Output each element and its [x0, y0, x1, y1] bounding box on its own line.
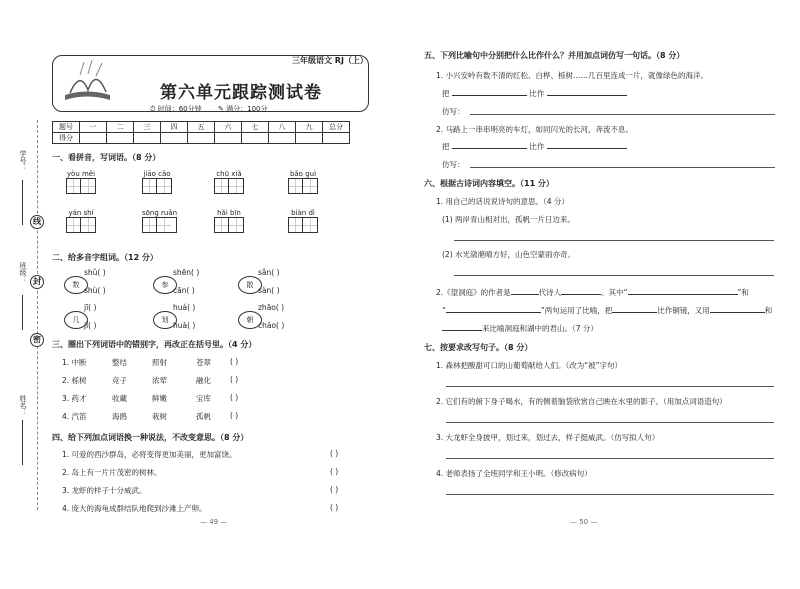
typo-word[interactable]: 收藏	[112, 394, 127, 403]
section-5-title: 五、下列比喻句中分别把什么比作什么？并用加点词仿写一句话。（8 分）	[424, 51, 685, 60]
right-page	[400, 0, 800, 589]
s5-q2-blank1[interactable]	[452, 148, 527, 149]
pinyin-text: chū xiǎ	[216, 170, 242, 178]
polyphone-reading-b[interactable]: cān( )	[173, 286, 195, 295]
pinyin-text: yán shí	[68, 209, 94, 217]
typo-answer[interactable]: ( )	[230, 393, 239, 402]
pinyin-word	[214, 209, 244, 233]
rewrite-answer-line[interactable]	[446, 458, 774, 459]
section-2-title: 二、给多音字组词。（12 分）	[52, 253, 158, 262]
s6-quote-open: “	[442, 306, 446, 315]
writing-grid[interactable]	[66, 217, 96, 233]
page-number: — 49 —	[200, 518, 228, 526]
score-icon: ✎	[218, 105, 224, 113]
rewrite-sentence: 4. 老师表扬了全班同学和王小明。（修改病句）	[436, 469, 592, 478]
rephrase-answer[interactable]: ( )	[330, 467, 339, 476]
s5-q2: 2. 马路上一串串明亮的车灯，如同闪光的长河，奔流不息。	[436, 125, 634, 134]
typo-word[interactable]: 鲜嫩	[152, 394, 167, 403]
section-6-title: 六、根据古诗词内容填空。（11 分）	[424, 179, 554, 188]
s6-q1b: (2) 水光潋滟晴方好，山色空蒙雨亦奇。	[442, 250, 576, 259]
pinyin-word	[66, 170, 96, 194]
rewrite-answer-line[interactable]	[446, 494, 774, 495]
polyphone-char: 划	[153, 311, 177, 329]
s5-q1-ba: 把 比作	[442, 88, 627, 99]
seal-seal: 封	[30, 275, 44, 289]
rewrite-sentence: 2. 它们有的俯下身子喝水，有的侧着脑袋欣赏自己映在水里的影子。（用加点词语造句）	[436, 397, 727, 406]
polyphone-reading-b[interactable]: huà( )	[173, 321, 196, 330]
s6-q1a: (1) 两岸青山相对出，孤帆一片日边来。	[442, 215, 576, 224]
score-row-label: 得分	[53, 133, 80, 144]
s6-blank-obj2[interactable]	[710, 312, 765, 313]
section-4-title: 四、给下列加点词语换一种说法，不改变意思。（8 分）	[52, 433, 249, 442]
polyphone-reading-b[interactable]: jǐ( )	[84, 321, 97, 330]
pinyin-word	[142, 170, 172, 194]
typo-word[interactable]: 孤帆	[196, 412, 211, 421]
score-header-cell: 三	[134, 122, 161, 133]
clock-icon: ⏱	[150, 105, 156, 113]
score-cell[interactable]	[323, 133, 350, 144]
page-number-right: — 50 —	[570, 518, 598, 526]
pinyin-word	[288, 170, 318, 194]
score-cell[interactable]	[296, 133, 323, 144]
section-7-title: 七、按要求改写句子。（8 分）	[424, 343, 533, 352]
typo-word[interactable]: 海鸥	[112, 412, 127, 421]
writing-grid[interactable]	[214, 178, 244, 194]
s6-blank-poet[interactable]	[561, 294, 601, 295]
rephrase-answer[interactable]: ( )	[330, 485, 339, 494]
s5-q2-ba: 把 比作	[442, 141, 627, 152]
polyphone-char: 散	[238, 276, 262, 294]
s6-blank-author[interactable]	[511, 294, 539, 295]
s5-q2-fangxie-line[interactable]	[470, 167, 775, 168]
s6-q2-line1: 2.《望洞庭》的作者是 代诗人 。其中“ ”和	[436, 288, 749, 297]
writing-grid[interactable]	[214, 217, 244, 233]
polyphone-reading-b[interactable]: cháo( )	[258, 321, 285, 330]
typo-word[interactable]: 2. 栎树	[62, 376, 87, 385]
typo-answer[interactable]: ( )	[230, 411, 239, 420]
polyphone-char: 数	[64, 276, 88, 294]
name-field[interactable]	[22, 420, 23, 465]
full-score-label: ✎ 满分：100分	[218, 105, 268, 113]
pinyin-word	[142, 209, 177, 233]
polyphone-reading-a[interactable]: shǔ( )	[84, 268, 106, 277]
typo-word[interactable]: 照射	[152, 358, 167, 367]
typo-answer[interactable]: ( )	[230, 375, 239, 384]
writing-grid[interactable]	[288, 178, 318, 194]
rephrase-answer[interactable]: ( )	[330, 503, 339, 512]
seal-line: 线	[30, 215, 44, 229]
writing-grid[interactable]	[288, 217, 318, 233]
writing-grid[interactable]	[142, 217, 177, 233]
s6-q1b-line[interactable]	[454, 275, 774, 276]
rewrite-answer-line[interactable]	[446, 422, 774, 423]
s6-q1a-line[interactable]	[454, 240, 774, 241]
typo-word[interactable]: 苍翠	[196, 358, 211, 367]
pinyin-word	[214, 170, 244, 194]
score-cell[interactable]	[161, 133, 188, 144]
score-header-cell: 四	[161, 122, 188, 133]
score-cell[interactable]	[188, 133, 215, 144]
score-header-cell: 总分	[323, 122, 350, 133]
pinyin-text: bǎo guì	[289, 170, 317, 178]
polyphone-char: 几	[64, 311, 88, 329]
typo-answer[interactable]: ( )	[230, 357, 239, 366]
score-cell[interactable]	[80, 133, 107, 144]
binding-line	[37, 120, 38, 510]
time-label: ⏱ 时间：60分钟	[150, 105, 202, 113]
polyphone-reading-a[interactable]: jī( )	[84, 303, 97, 312]
s5-q1: 1. 小兴安岭有数不清的红松、白桦、栎树……几百里连成一片，就像绿色的海洋。	[436, 71, 709, 80]
polyphone-reading-a[interactable]: shēn( )	[173, 268, 200, 277]
name-label: 姓名：	[19, 395, 27, 416]
student-no-label: 学号：	[19, 150, 27, 171]
typo-word[interactable]: 3. 药才	[62, 394, 87, 403]
s6-q2-line2: “ ”两句运用了比喻，把 比作铜镜，又用 和	[442, 306, 773, 315]
pinyin-word	[288, 209, 318, 233]
book-illustration	[60, 60, 115, 105]
pinyin-word	[66, 209, 96, 233]
pinyin-text: biàn dì	[291, 209, 315, 217]
score-header-cell: 一	[80, 122, 107, 133]
s6-blank-obj3[interactable]	[442, 330, 482, 331]
section-3-title: 三、圈出下列词语中的错别字，再改正在括号里。（4 分）	[52, 340, 257, 349]
pinyin-text: sōng ruǎn	[142, 209, 178, 217]
rephrase-answer[interactable]: ( )	[330, 449, 339, 458]
polyphone-reading-b[interactable]: sàn( )	[258, 286, 280, 295]
class-field[interactable]	[22, 295, 23, 330]
score-header-cell: 五	[188, 122, 215, 133]
score-cell[interactable]	[107, 133, 134, 144]
writing-grid[interactable]	[142, 178, 172, 194]
class-label: 班级：	[19, 262, 27, 283]
rewrite-answer-line[interactable]	[446, 386, 774, 387]
polyphone-reading-a[interactable]: sǎn( )	[258, 268, 280, 277]
pinyin-text: yòu měi	[66, 170, 96, 178]
s6-blank-line1[interactable]	[628, 294, 738, 295]
seal-secret: 密	[30, 333, 44, 347]
pinyin-text: jiāo cǎo	[143, 170, 171, 178]
rewrite-sentence: 1. 森林把酸甜可口的山葡萄献给人们。（改为“被”字句）	[436, 361, 623, 370]
student-no-field[interactable]	[22, 180, 23, 225]
section-1-title: 一、看拼音，写词语。（8 分）	[52, 153, 161, 162]
page-title: 第六单元跟踪测试卷	[160, 83, 322, 103]
rephrase-sentence: 3. 龙虾的样子十分威武。	[62, 486, 147, 495]
rephrase-sentence: 1. 可爱的西沙群岛，必将变得更加美丽，更加富饶。	[62, 450, 237, 459]
typo-word[interactable]: 浓荤	[152, 376, 167, 385]
typo-word[interactable]: 整结	[112, 358, 127, 367]
score-cell[interactable]	[242, 133, 269, 144]
s5-q2-blank2[interactable]	[547, 148, 627, 149]
s5-q1-blank1[interactable]	[452, 95, 527, 96]
rewrite-sentence: 3. 大龙虾全身披甲，划过来，划过去，样子挺威武。（仿写拟人句）	[436, 433, 660, 442]
typo-word[interactable]: 宝库	[196, 394, 211, 403]
s6-blank-obj[interactable]	[612, 312, 657, 313]
score-cell[interactable]	[134, 133, 161, 144]
score-header-cell: 题号	[53, 122, 80, 133]
s6-blank-line2[interactable]	[446, 312, 541, 313]
s5-q2-fangxie-label: 仿写：	[442, 160, 465, 169]
s6-q1: 1. 用自己的话说说诗句的意思。（4 分）	[436, 197, 569, 206]
score-header-cell: 七	[242, 122, 269, 133]
polyphone-char: 朝	[238, 311, 262, 329]
polyphone-reading-b[interactable]: shù( )	[84, 286, 106, 295]
score-header-cell: 九	[296, 122, 323, 133]
rephrase-sentence: 2. 岛上有一片片茂密的树林。	[62, 468, 162, 477]
s6-q2-line3: 来比喻洞庭和湖中的君山。（7 分）	[442, 323, 598, 334]
s5-q1-fangxie-label: 仿写：	[442, 107, 465, 116]
polyphone-char: 参	[153, 276, 177, 294]
typo-word[interactable]: 1. 中断	[62, 358, 87, 367]
rephrase-sentence: 4. 庞大的海龟成群结队地爬到沙滩上产卵。	[62, 504, 207, 513]
typo-word[interactable]: 4. 汽笛	[62, 412, 87, 421]
score-header-cell: 六	[215, 122, 242, 133]
series-label: 三年级语文 RJ（上）	[292, 56, 368, 65]
typo-word[interactable]: 融化	[196, 376, 211, 385]
score-cell[interactable]	[269, 133, 296, 144]
score-header-cell: 二	[107, 122, 134, 133]
polyphone-reading-a[interactable]: huá( )	[173, 303, 196, 312]
score-header-cell: 八	[269, 122, 296, 133]
s5-q1-fangxie-line[interactable]	[470, 114, 775, 115]
writing-grid[interactable]	[66, 178, 96, 194]
typo-word[interactable]: 竞子	[112, 376, 127, 385]
pinyin-text: hǎi bīn	[217, 209, 241, 217]
typo-word[interactable]: 栽树	[152, 412, 167, 421]
score-table	[52, 121, 350, 144]
polyphone-reading-a[interactable]: zhāo( )	[258, 303, 285, 312]
score-cell[interactable]	[215, 133, 242, 144]
s5-q1-blank2[interactable]	[547, 95, 627, 96]
